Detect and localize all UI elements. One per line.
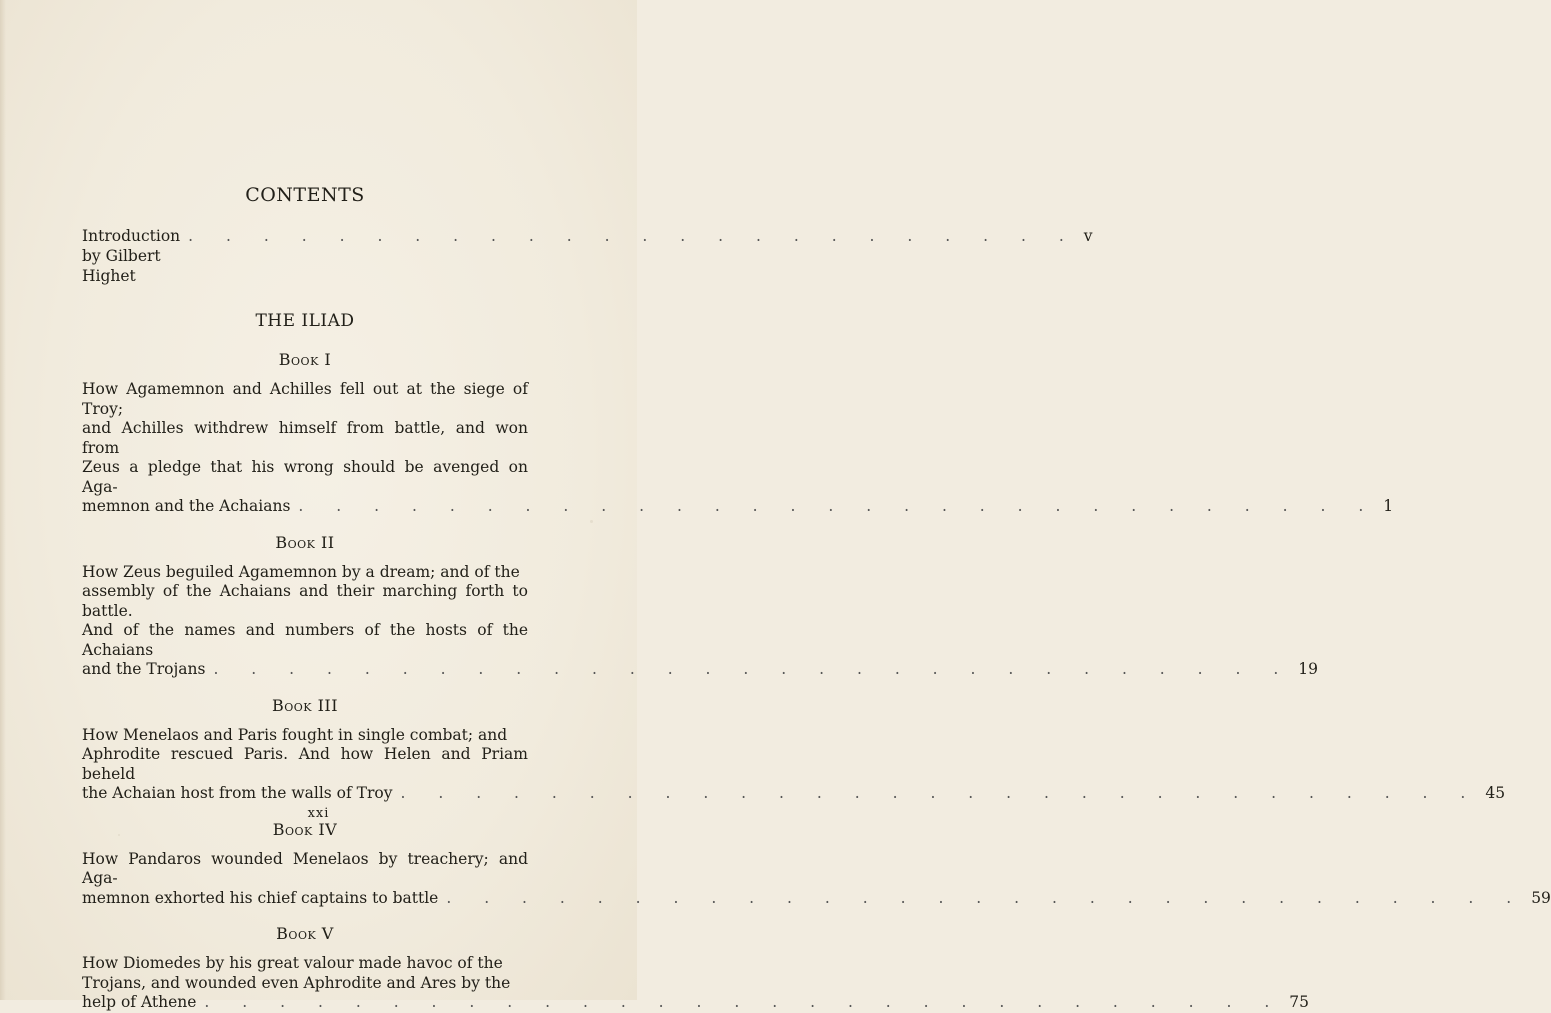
description-last-line: [82, 888, 1551, 909]
book-description: [82, 954, 1309, 1013]
description-line: How Zeus beguiled Agamemnon by a dream; and of the: [82, 562, 520, 581]
description-line: assembly of the Achaians and their marching forth to battle.: [82, 582, 528, 620]
book-heading: Book IV: [272, 819, 338, 839]
description-line: How Pandaros wounded Menelaos by treachery; and Aga-: [82, 849, 528, 887]
description-line: Zeus a pledge that his wrong should be avenged on Aga-: [82, 458, 528, 496]
description-line: How Agamemnon and Achilles fell out at the siege of Troy;: [82, 380, 528, 418]
book-heading: Book I: [278, 350, 332, 369]
toc-entry-book: [82, 818, 1551, 909]
description-line: help of Athene: [82, 993, 197, 1011]
description-last-line: [82, 993, 1309, 1013]
toc-entry-book: [82, 348, 1394, 517]
book-description: [82, 562, 1319, 680]
book-list: [82, 348, 1551, 1013]
page-number: xxi: [307, 806, 330, 821]
book-description: [82, 725, 1506, 804]
book-heading: Book III: [271, 695, 339, 715]
entry-page-number: 19: [1298, 660, 1319, 678]
toc-entry-book: [82, 531, 1319, 680]
dot-leader: . . . . . . . . . . . . . . . . . . . . . . . . . . . . .: [298, 497, 1378, 515]
contents-heading: CONTENTS: [245, 184, 365, 206]
description-last-line: [82, 660, 1319, 680]
entry-page-number: 1: [1383, 497, 1394, 515]
dot-leader: . . . . . . . . . . . . . . . . . . . . . . . . . . . . .: [213, 660, 1293, 678]
page-edge: [0, 0, 6, 1000]
book-heading: Book II: [275, 532, 335, 552]
description-line: memnon exhorted his chief captains to battle: [82, 888, 439, 907]
description-line: How Diomedes by his great valour made havoc of the: [82, 954, 503, 972]
description-line: Trojans, and wounded even Aphrodite and Ares by the: [82, 973, 511, 992]
book-description: [82, 849, 1551, 909]
entry-page-number: 59: [1531, 888, 1551, 907]
dot-leader: . . . . . . . . . . . . . . . . . . . . . . . . . . . . .: [400, 784, 1480, 802]
description-line: and the Trojans: [82, 660, 206, 678]
description-line: memnon and the Achaians: [82, 497, 291, 515]
entry-page-number: v: [1083, 227, 1093, 245]
description-line: Aphrodite rescued Paris. And how Helen and Priam beheld: [82, 745, 528, 783]
description-line: and Achilles withdrew himself from battle, and won from: [82, 419, 528, 457]
dot-leader: . . . . . . . . . . . . . . . . . . . . . . . . . . . . .: [446, 888, 1526, 907]
description-line: How Menelaos and Paris fought in single combat; and: [82, 725, 508, 744]
dot-leader: . . . . . . . . . . . . . . . . . . . . . . . . . . . . .: [204, 993, 1284, 1011]
description-line: the Achaian host from the walls of Troy: [82, 784, 393, 802]
section-title: THE ILIAD: [255, 311, 355, 331]
entry-page-number: 75: [1289, 993, 1309, 1011]
description-line: And of the names and numbers of the hosts of the Achaians: [82, 621, 528, 659]
toc-entry-introduction: [82, 226, 1093, 286]
description-last-line: [82, 497, 1394, 517]
entry-page-number: 45: [1485, 784, 1506, 802]
table-of-contents: [82, 180, 1551, 1013]
book-description: [82, 380, 1394, 517]
toc-entry-book: [82, 694, 1506, 804]
entry-title: Introduction by Gilbert Highet: [82, 227, 181, 285]
paper-speck: [590, 520, 593, 523]
book-heading: Book V: [276, 924, 334, 943]
dot-leader: . . . . . . . . . . . . . . . . . . . . . . . .: [188, 227, 1078, 245]
description-last-line: [82, 784, 1506, 804]
toc-entry-book: [82, 922, 1309, 1013]
